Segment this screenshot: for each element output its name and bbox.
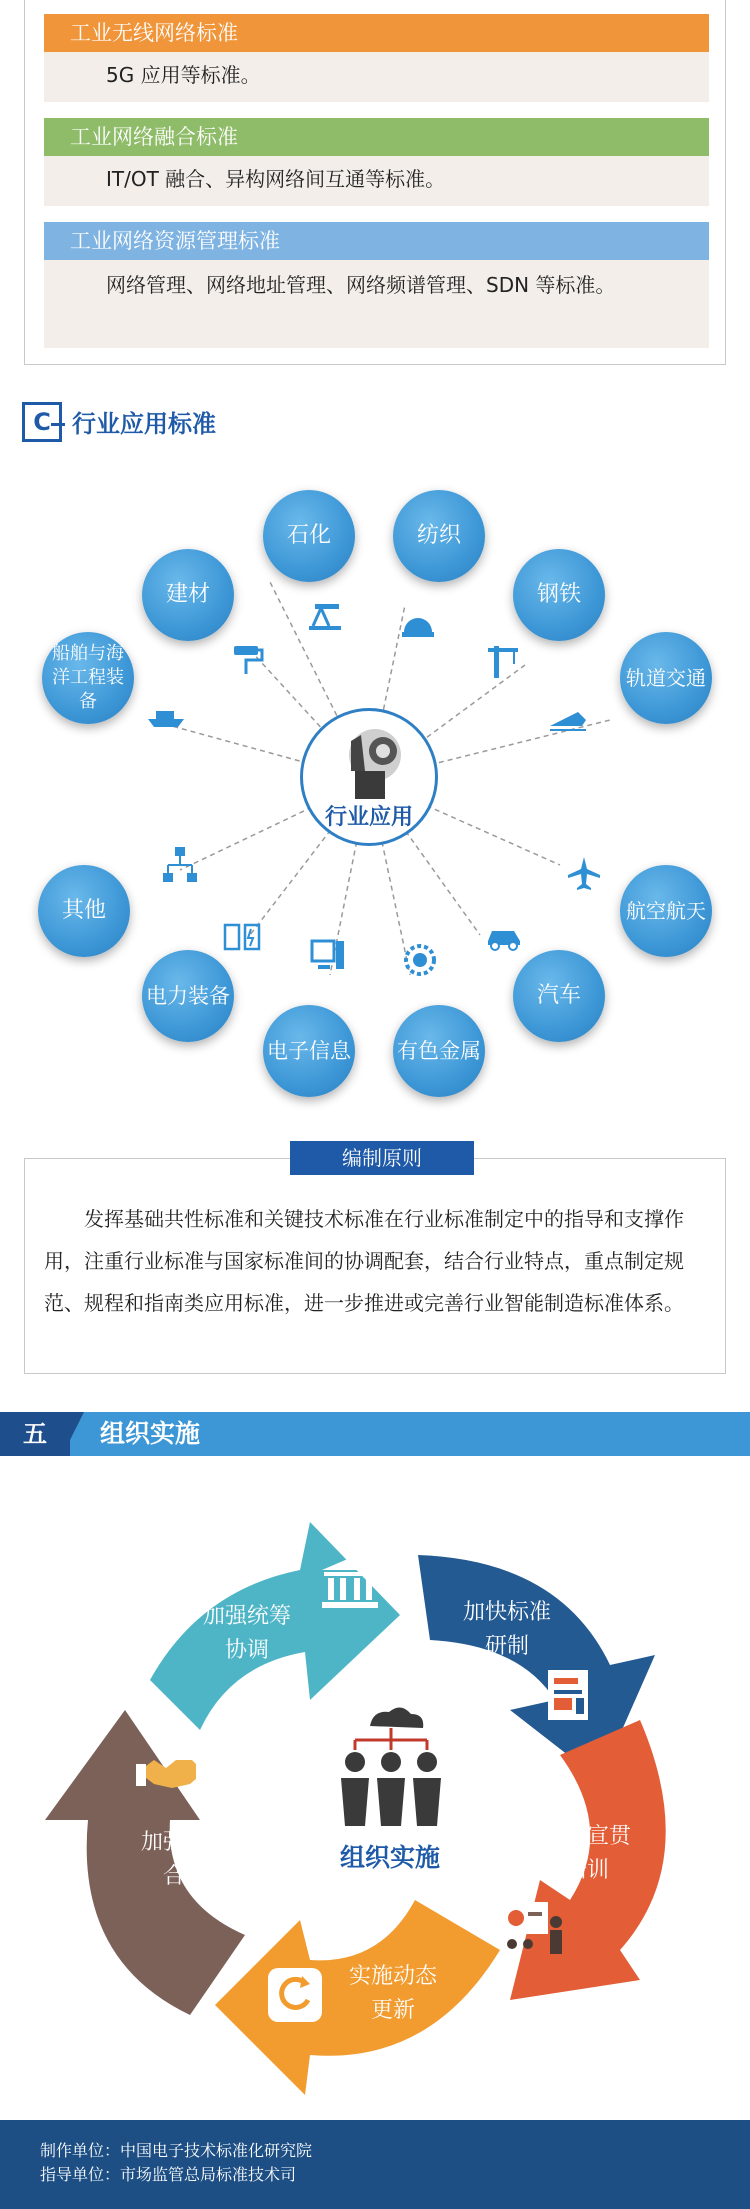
segment-standard-dev-line1: 加快标准 — [462, 1600, 551, 1625]
section-five-number: 五 — [0, 1412, 70, 1456]
standard-body-wireless: 5G 应用等标准。 — [44, 52, 709, 102]
document-form-icon — [546, 1666, 596, 1726]
industry-power-equipment: 电力装备 — [142, 950, 234, 1042]
section-five-title: 组织实施 — [100, 1419, 201, 1448]
crane-icon — [484, 642, 524, 682]
segment-training-line1: 加强宣贯 — [542, 1824, 631, 1849]
section-c-letter: C — [33, 408, 51, 436]
standard-title-fusion: 工业网络融合标准 — [44, 118, 709, 156]
gear-disc-icon — [400, 940, 440, 980]
paint-roller-icon — [228, 640, 268, 680]
government-building-icon — [318, 1556, 382, 1614]
train-icon — [548, 698, 588, 738]
segment-cooperation-label — [130, 1826, 240, 1894]
segment-standard-dev-line2: 研制 — [484, 1634, 529, 1659]
airplane-icon — [564, 853, 604, 893]
section-c-badge — [22, 402, 62, 442]
standard-body-fusion: IT/OT 融合、异构网络间互通等标准。 — [44, 156, 709, 206]
hard-hat-icon — [398, 606, 438, 646]
handshake-icon — [136, 1754, 206, 1798]
standard-title-wireless: 工业无线网络标准 — [44, 14, 709, 52]
segment-update-line2: 更新 — [370, 1998, 415, 2023]
industry-center-label: 行业应用 — [324, 805, 413, 830]
segment-training-label — [532, 1820, 642, 1888]
refresh-cycle-icon — [268, 1968, 322, 2026]
industry-automotive: 汽车 — [513, 950, 605, 1042]
car-icon — [484, 915, 524, 955]
cycle-center-label: 组织实施 — [339, 1843, 440, 1872]
footer-guidance: 指导单位：市场监管总局标准技术司 — [40, 2165, 297, 2184]
industry-nonferrous-metals: 有色金属 — [393, 1005, 485, 1097]
segment-training-line2: 培训 — [564, 1858, 609, 1883]
industry-electronics: 电子信息 — [263, 1005, 355, 1097]
industry-aerospace: 航空航天 — [620, 865, 712, 957]
principle-tag: 编制原则 — [290, 1141, 474, 1175]
segment-update-line1: 实施动态 — [348, 1964, 437, 1989]
industry-rail-transit: 轨道交通 — [620, 632, 712, 724]
footer-producer: 制作单位：中国电子技术标准化研究院 — [40, 2141, 313, 2160]
segment-coordination-line1: 加强统筹 — [202, 1604, 291, 1629]
segment-standard-dev-label — [452, 1596, 562, 1664]
segment-cooperation-line1: 加强国际 — [140, 1830, 229, 1855]
oil-pump-icon — [305, 596, 345, 636]
standard-body-resource: 网络管理、网络地址管理、网络频谱管理、SDN 等标准。 — [44, 260, 709, 348]
battery-icon — [222, 915, 262, 955]
segment-coordination-line2: 协调 — [224, 1638, 269, 1663]
industry-petrochemical: 石化 — [263, 490, 355, 582]
industry-steel: 钢铁 — [513, 549, 605, 641]
industry-shipbuilding: 船舶与海洋工程装备 — [42, 632, 134, 724]
industry-textile: 纺织 — [393, 490, 485, 582]
industry-other: 其他 — [38, 865, 130, 957]
cargo-ship-icon — [146, 695, 186, 735]
computer-icon — [308, 935, 348, 975]
section-c-title: 行业应用标准 — [72, 410, 216, 438]
standard-title-resource: 工业网络资源管理标准 — [44, 222, 709, 260]
segment-coordination-label — [192, 1600, 302, 1668]
industry-building-materials: 建材 — [142, 549, 234, 641]
badge-tick — [51, 423, 65, 426]
organization-people-icon — [325, 1700, 455, 1844]
presentation-training-icon — [498, 1900, 568, 1960]
section-five-slash — [62, 1412, 84, 1456]
network-diagram-icon — [160, 845, 200, 885]
segment-update-label — [338, 1960, 448, 2028]
principle-text: 发挥基础共性标准和关键技术标准在行业标准制定中的指导和支撑作用，注重行业标准与国家标准间的协调配套，结合行业特点，重点制定规范、规程和指南类应用标准，进一步推进或完善行业智能制造标准体系。 — [44, 1207, 684, 1315]
segment-cooperation-line2: 合作 — [162, 1864, 207, 1889]
